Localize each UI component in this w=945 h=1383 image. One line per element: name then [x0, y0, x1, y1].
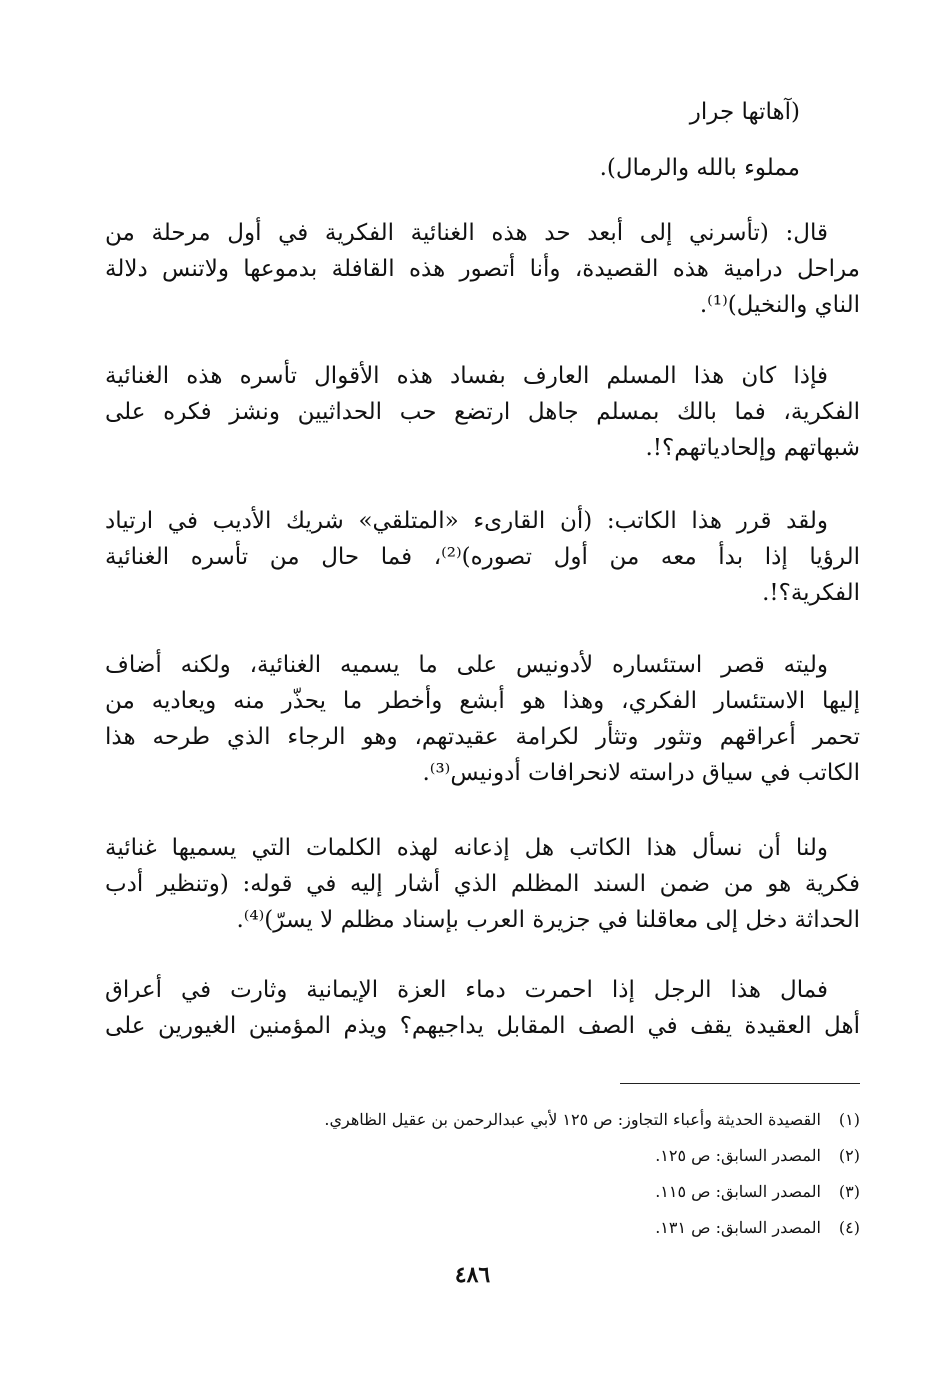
paragraph-line: شبهاتهم وإلحادياتهم؟!. — [645, 435, 860, 461]
paragraph-line: الحداثة دخل إلى معاقلنا في جزيرة العرب بإسناد مظلم لا يسرّ)⁽⁴⁾. — [236, 907, 860, 933]
paragraph-line: ولنا أن نسأل هذا الكاتب هل إذعانه لهذه الكلمات التي يسميها غنائية — [105, 835, 828, 861]
paragraph-line: قال: (تأسرني إلى أبعد حد هذه الغنائية الفكرية في أول مرحلة من — [105, 220, 828, 246]
footnote-number: (١) — [838, 1110, 860, 1129]
footnotes — [105, 1102, 860, 1246]
footnote-number: (٤) — [838, 1218, 860, 1237]
paragraph — [105, 215, 860, 323]
paragraph-line: فإذا كان هذا المسلم العارف بفساد هذه الأقوال تأسره هذه الغنائية — [105, 363, 828, 389]
footnote-text: القصيدة الحديثة وأعباء التجاوز: ص ١٢٥ لأبي عبدالرحمن بن عقيل الظاهري. — [324, 1110, 821, 1129]
footnote — [105, 1138, 860, 1174]
footnote-separator — [620, 1083, 860, 1084]
paragraph-line: إليها الاستئسار الفكري، وهذا هو أبشع وأخطر ما يحذّر منه ويعاديه من — [105, 688, 860, 714]
paragraph-line: وليته قصر استئساره لأدونيس على ما يسميه الغنائية، ولكنه أضاف — [105, 652, 828, 678]
footnote-number: (٢) — [838, 1146, 860, 1165]
paragraph — [105, 830, 860, 938]
footnote-text: المصدر السابق: ص ١٢٥. — [655, 1146, 821, 1165]
paragraph-line: الفكرية؟!. — [762, 580, 860, 606]
paragraph-line: مراحل درامية هذه القصيدة، وأنا أتصور هذه القافلة بدموعها ولاتنس دلالة — [105, 256, 860, 282]
paragraph — [105, 972, 860, 1044]
paragraph-line: الرؤيا إذا بدأ معه من أول تصوره)⁽²⁾، فما حال من تأسره الغنائية — [105, 544, 860, 570]
footnote — [105, 1174, 860, 1210]
paragraph-line: ولقد قرر هذا الكاتب: (أن القارىء «المتلقي» شريك الأديب في ارتياد — [105, 508, 828, 534]
footnote-number: (٣) — [838, 1182, 860, 1201]
footnote-text: المصدر السابق: ص ١٣١. — [655, 1218, 821, 1237]
paragraph-line: الكاتب في سياق دراسته لانحرافات أدونيس⁽³⁾. — [422, 760, 860, 786]
verse-line: مملوء بالله والرمال). — [599, 155, 800, 181]
verse-line: (آهاتها جرار — [689, 99, 800, 125]
paragraph-line: الناي والنخيل)⁽¹⁾. — [699, 292, 860, 318]
verse-quote — [105, 88, 860, 186]
footnote — [105, 1210, 860, 1246]
footnote-text: المصدر السابق: ص ١١٥. — [655, 1182, 821, 1201]
paragraph — [105, 647, 860, 791]
paragraph-line: فكرية هو من ضمن السند المظلم الذي أشار إليه في قوله: (وتنظير أدب — [105, 871, 860, 897]
footnote — [105, 1102, 860, 1138]
paragraph-line: تحمر أعراقهم وتثور وتثأر لكرامة عقيدتهم، وهو الرجاء الذي طرحه هذا — [105, 724, 860, 750]
paragraph-line: فمال هذا الرجل إذا احمرت دماء العزة الإيمانية وثارت في أعراق — [105, 977, 828, 1003]
paragraph-line: الفكرية، فما بالك بمسلم جاهل ارتضع حب الحداثيين ونشز فكره على — [105, 399, 860, 425]
paragraph — [105, 503, 860, 611]
page-number: ٤٨٦ — [454, 1262, 491, 1288]
paragraph-line: أهل العقيدة يقف في الصف المقابل يداجيهم؟ ويذم المؤمنين الغيورين على — [105, 1013, 860, 1039]
paragraph — [105, 358, 860, 466]
